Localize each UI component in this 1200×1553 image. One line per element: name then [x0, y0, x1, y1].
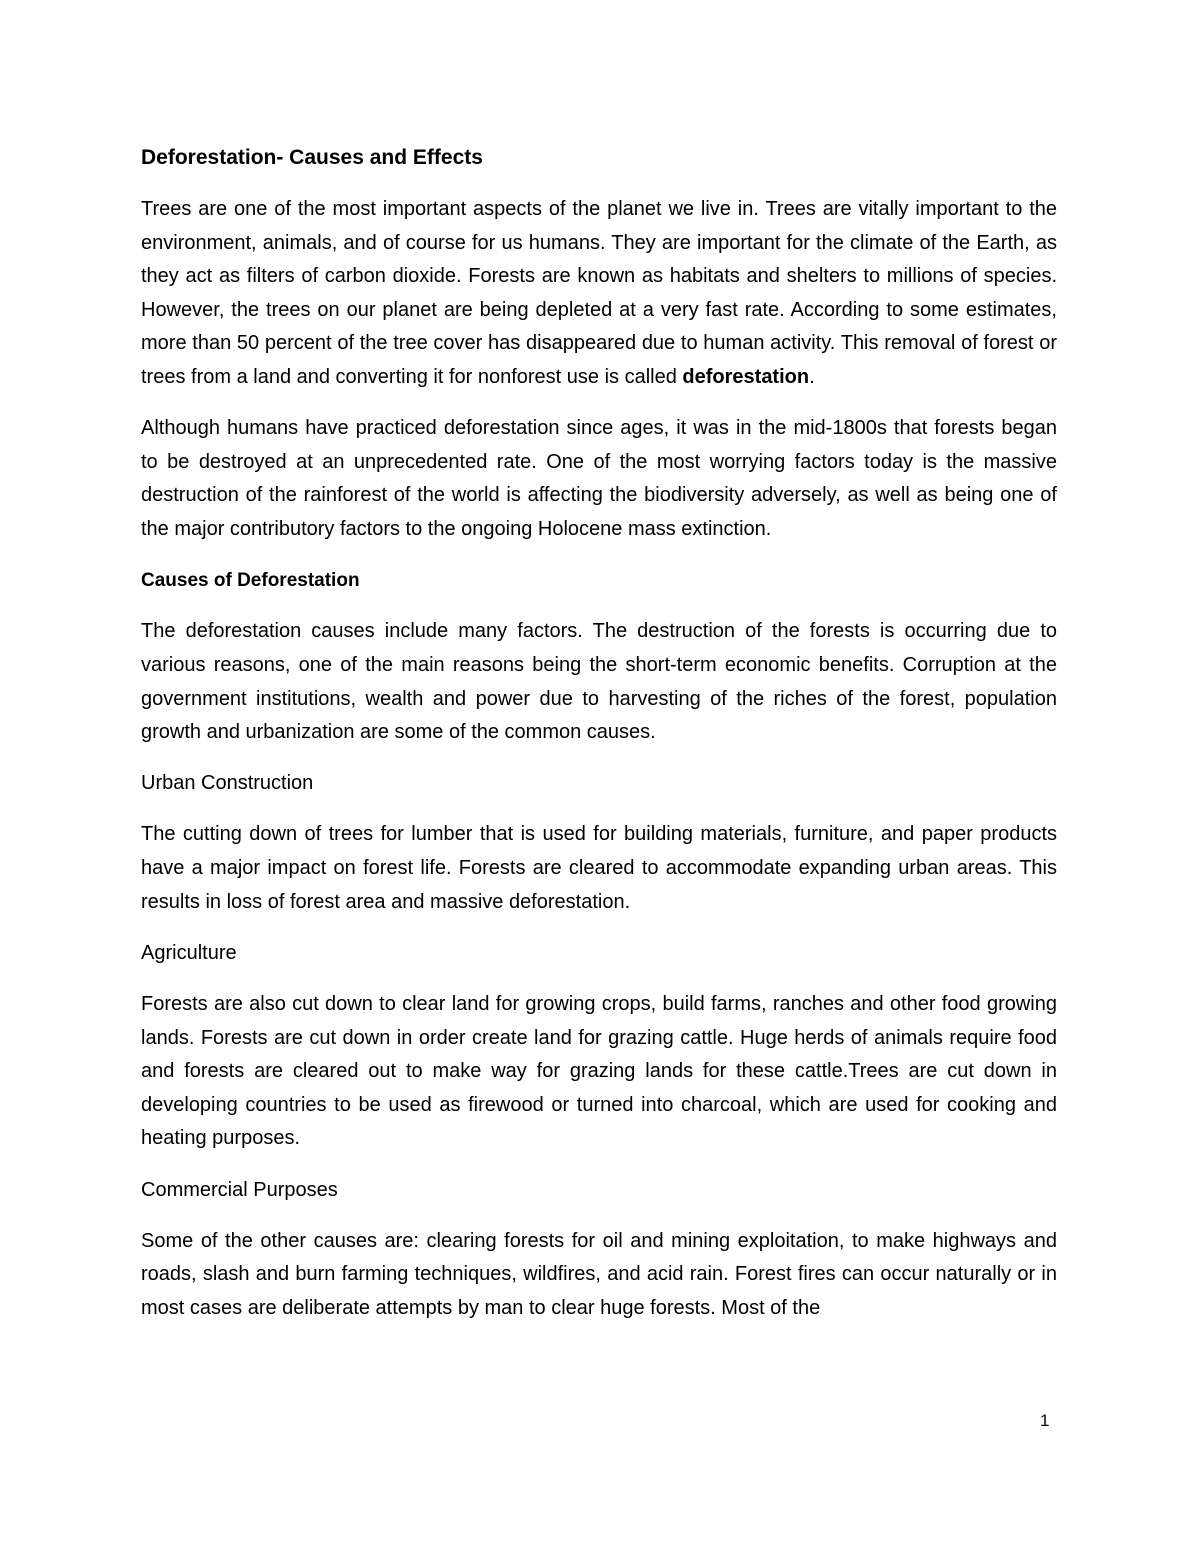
document-page — [141, 140, 1057, 1343]
history-paragraph: Although humans have practiced deforestation since ages, it was in the mid-1800s that forests began to be destroyed at an unprecedented rate. One of the most worrying factors today is the massive destruction of the rainforest of the world is affecting the biodiversity adversely, as well as being one of the major contributory factors to the ongoing Holocene mass extinction. — [141, 417, 1057, 540]
agriculture-heading: Agriculture — [141, 941, 237, 964]
intro-text-end: . — [809, 365, 815, 388]
intro-paragraph — [141, 193, 1057, 395]
document-title: Deforestation- Causes and Effects — [141, 146, 483, 169]
urban-construction-paragraph: The cutting down of trees for lumber that is used for building materials, furniture, and paper products have a major impact on forest life. Forests are cleared to accommodate expanding urban areas. This results in loss of forest area and massive deforestation. — [141, 823, 1057, 913]
causes-paragraph: The deforestation causes include many factors. The destruction of the forests is occurring due to various reasons, one of the main reasons being the short-term economic benefits. Corruption at the government institutions, wealth and power due to harvesting of the riches of the forest, population growth and urbanization are some of the common causes. — [141, 620, 1057, 744]
deforestation-term: deforestation — [682, 365, 810, 388]
urban-construction-heading: Urban Construction — [141, 772, 314, 795]
commercial-purposes-paragraph: Some of the other causes are: clearing forests for oil and mining exploitation, to make highways and roads, slash and burn farming techniques, wildfires, and acid rain. Forest fires can occur naturally or in most cases are deliberate attempts by man to clear huge forests. Most of the — [141, 1229, 1057, 1319]
causes-heading: Causes of Deforestation — [141, 570, 360, 592]
agriculture-paragraph: Forests are also cut down to clear land for growing crops, build farms, ranches and other food growing lands. Forests are cut down in order create land for grazing cattle. Huge herds of animals require food and forests are cleared out to make way for grazing lands for these cattle.Trees are cut down in developing countries to be used as firewood or turned into charcoal, which are used for cooking and heating purposes. — [141, 993, 1057, 1150]
page-number: 1 — [1040, 1411, 1050, 1430]
commercial-purposes-heading: Commercial Purposes — [141, 1178, 338, 1201]
intro-text: Trees are one of the most important aspects of the planet we live in. Trees are vitally important to the environment, animals, and of course for us humans. They are important for the climate of the Earth, as they act as filters of carbon dioxide. Forests are known as habitats and shelters to millions of species. However, the trees on our planet are being depleted at a very fast rate. According to some estimates, more than 50 percent of the tree cover has disappeared due to human activity. This removal of forest or trees from a land and converting it for nonforest use is called — [141, 198, 1057, 388]
